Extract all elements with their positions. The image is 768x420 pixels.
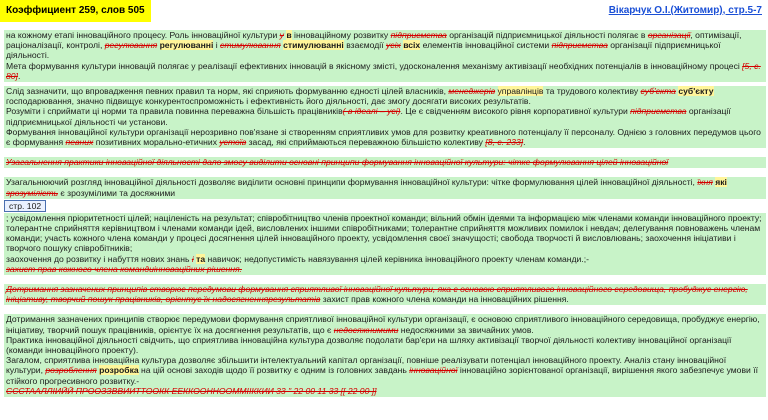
text-run: організації підприємницької діяльності.: [6, 40, 721, 61]
deleted-text: менеджерів: [448, 86, 496, 97]
deleted-text: суб'єкта: [640, 86, 676, 97]
text-block: [4, 30, 766, 82]
source-link[interactable]: Вікарчук О.І.(Житомир), стр.5-7: [608, 4, 762, 16]
text-run: інноваційному розвитку: [291, 30, 391, 40]
deleted-text: організації: [647, 30, 691, 40]
text-block: [4, 86, 766, 148]
header-bar: [0, 0, 768, 22]
paragraph: [6, 314, 764, 334]
text-run: Розуміти і сприймати ці норми та правила повинна переважна більшість працівників: [6, 106, 343, 117]
paragraph: [6, 157, 764, 167]
document-body: [4, 30, 766, 397]
text-block: [4, 213, 766, 275]
deleted-text: і: [191, 253, 194, 264]
text-run: господарювання, значно підвищує конкурентоспроможність і ефективність його діяльності, дає змогу досягати високих результатів.: [6, 96, 531, 107]
paragraph: [6, 386, 764, 396]
deleted-text: СССТААЛЛІИЙЙ ПРООЗЗВВИИТТООКК ЕЕККООННООММІІККИИ 33 " 22 00 11 33 [[ 22 00 ]]: [6, 385, 377, 396]
inserted-text: суб'єкту: [678, 86, 714, 97]
text-run: та трудового колективу: [543, 86, 641, 97]
inserted-text: які: [715, 177, 727, 188]
text-run: заохочення до розвитку і набуття нових знань: [6, 253, 192, 264]
coefficient-title: Коэффициент 259, слов 505: [0, 0, 151, 22]
text-run: захист прав кожного члена команди на інноваційних рішення.: [320, 294, 569, 305]
text-run: взаємодії: [343, 40, 386, 51]
deleted-text: Узагальнення практики інноваційної діяльності дало змогу виділити основні принципи формування інноваційної культури: чітке формулювання цілей інноваційної: [6, 157, 669, 168]
text-block: [4, 177, 766, 198]
deleted-text: [5, с. 80]: [6, 60, 761, 81]
paragraph: [6, 106, 764, 126]
paragraph: [6, 335, 764, 355]
text-run: Загалом, сприятлива інноваційна культура дозволяє збільшити інтелектуальний капітал організації, повніше реалізувати потенціал інноваційного проекту. Аналіз стану інноваційної культури,: [6, 355, 727, 376]
text-run: навичок; недопустимість навязування цілей керівника інноваційного проекту членам команди.;-: [205, 253, 589, 264]
text-block: [4, 284, 766, 305]
deleted-text: устоїв: [219, 137, 247, 148]
paragraph: [6, 177, 764, 197]
deleted-text: [8, с. 233]: [485, 137, 524, 148]
text-run: Практика інноваційної діяльності свідчить, що сприятлива інноваційна культура дозволяє подолати бар'єри на шляху активізації творчої діяльності колективу інноваційної організації (команди інноваційного проекту).: [6, 334, 732, 356]
paragraph: [6, 264, 764, 274]
deleted-text: у: [279, 30, 284, 40]
deleted-text: певних: [65, 137, 94, 148]
deleted-text: підприємства: [551, 40, 608, 51]
paragraph: [6, 254, 764, 264]
inserted-text: управлінців: [497, 86, 544, 97]
text-run: організації підприємницької діяльності чи установи.: [6, 106, 731, 127]
text-run: на цій основі заходів щодо її розвитку є одним із головних завдань: [138, 365, 410, 376]
text-run: ; усвідомлення пріоритетності цілей; націленість на результат; співробітництво членів проектної команди; вільний обмін ідеями та інформацією між членами команди інноваційного проекту; толерантне сприйняття керівництвом і членами команди ідей, висловлених іншими співробітниками; толерантне сприйняття можливих помилок і невдач; делегування повноважень членам команди; участь кожного члена команди у процесі досягнення цілей інноваційного проекту, усвідомлення своєї значущості; свобода творчості й висловлювань; заохочення ініціативи і творчого пошуку співробітників;: [6, 212, 762, 254]
text-run: .: [523, 137, 526, 148]
deleted-text: підприємства: [630, 106, 687, 117]
text-run: інноваційно зорієнтованої організації, вирішення якого забезпечує умови її стійкого прогресивного розвитку.-: [6, 365, 758, 386]
page-marker: стр. 102: [4, 200, 46, 212]
paragraph: [6, 213, 764, 254]
inserted-text: в: [286, 30, 292, 40]
text-block: [4, 157, 766, 168]
paragraph: [6, 86, 764, 106]
paragraph: [6, 61, 764, 81]
deleted-text: підприємства: [390, 30, 447, 40]
deleted-text: інноваційної: [409, 365, 458, 376]
text-run: Узагальнюючий розгляд інноваційної діяльності дозволяє виділити основні принципи формування інноваційної культури: чітке формулювання цілей інноваційної діяльності,: [6, 177, 698, 188]
deleted-text: їхня: [697, 177, 713, 188]
text-run: і: [213, 40, 221, 51]
text-run: позитивних морально-етичних: [93, 137, 220, 148]
text-run: на кожному етапі інноваційного процесу. Роль інноваційної культури: [6, 30, 280, 40]
text-run: є зрозумілими та досяжними: [58, 187, 176, 198]
deleted-text: усіх: [385, 40, 401, 51]
deleted-text: Дотримання зазначених принципів створює передумови формування сприятливої інноваційної культури, яка є основою сприятливого інноваційного середовища, пробуджує енергію, ініціативу, творчий пошук працівників, орієнтує їх надосягненнярезультатів: [6, 284, 748, 305]
text-run: .: [17, 70, 21, 81]
inserted-text: та: [196, 253, 206, 264]
paragraph: [6, 30, 764, 61]
text-run: недосяжними за звичайних умов.: [398, 324, 534, 335]
inserted-text: регулюванні: [159, 40, 214, 51]
paragraph: [6, 284, 764, 304]
text-run: Слід зазначити, що впровадження певних правил та норм, які сприяють формуванню єдності цілей власників,: [6, 86, 449, 97]
text-run: організацій підприємницької діяльності полягає в: [446, 30, 648, 40]
inserted-text: всіх: [403, 40, 421, 51]
text-run: Мета формування культури інновацій полягає у реалізації ефективних інновацій в якісному змісті, удосконалення механізму активізації необхідних потенціалів в інноваційному процесі: [6, 60, 743, 71]
text-run: елементів інноваційної системи: [420, 40, 552, 51]
text-run: . Це є свідченням високого рівня корпоративної культури: [400, 106, 631, 117]
text-run: Формування інноваційної культури організації нерозривно пов'язане зі створенням сприятливих умов для розвитку креативного потенціалу її персоналу. Однією з головних передумов цього є формування: [6, 126, 761, 148]
inserted-text: стимулюванні: [283, 40, 344, 51]
deleted-text: ( в ідеалі – усі): [342, 106, 401, 117]
paragraph: [6, 355, 764, 386]
text-run: , оптимізації, раціоналізації, контролі,: [6, 30, 742, 51]
text-block: [4, 314, 766, 397]
inserted-text: розробка: [99, 365, 139, 376]
deleted-text: захист прав кожного члена командиінноваційних рішення.: [6, 263, 242, 274]
text-run: Дотримання зазначених принципів створює передумови формування сприятливої інноваційної культури організації, є основою сприятливого інноваційного середовища, пробуджує енергію, ініціативу, творчий пошук працівників, орієнтує їх на досягнення результатів, що є: [6, 314, 760, 335]
text-run: засад, які сприймаються переважною більшістю колективу: [246, 137, 486, 148]
paragraph: [6, 127, 764, 147]
deleted-text: розроблення: [45, 365, 97, 376]
deleted-text: регулювання: [104, 40, 158, 51]
deleted-text: зрозумілість: [6, 187, 58, 198]
deleted-text: стимулювання: [220, 40, 281, 51]
deleted-text: недосяжнимими: [333, 324, 399, 335]
